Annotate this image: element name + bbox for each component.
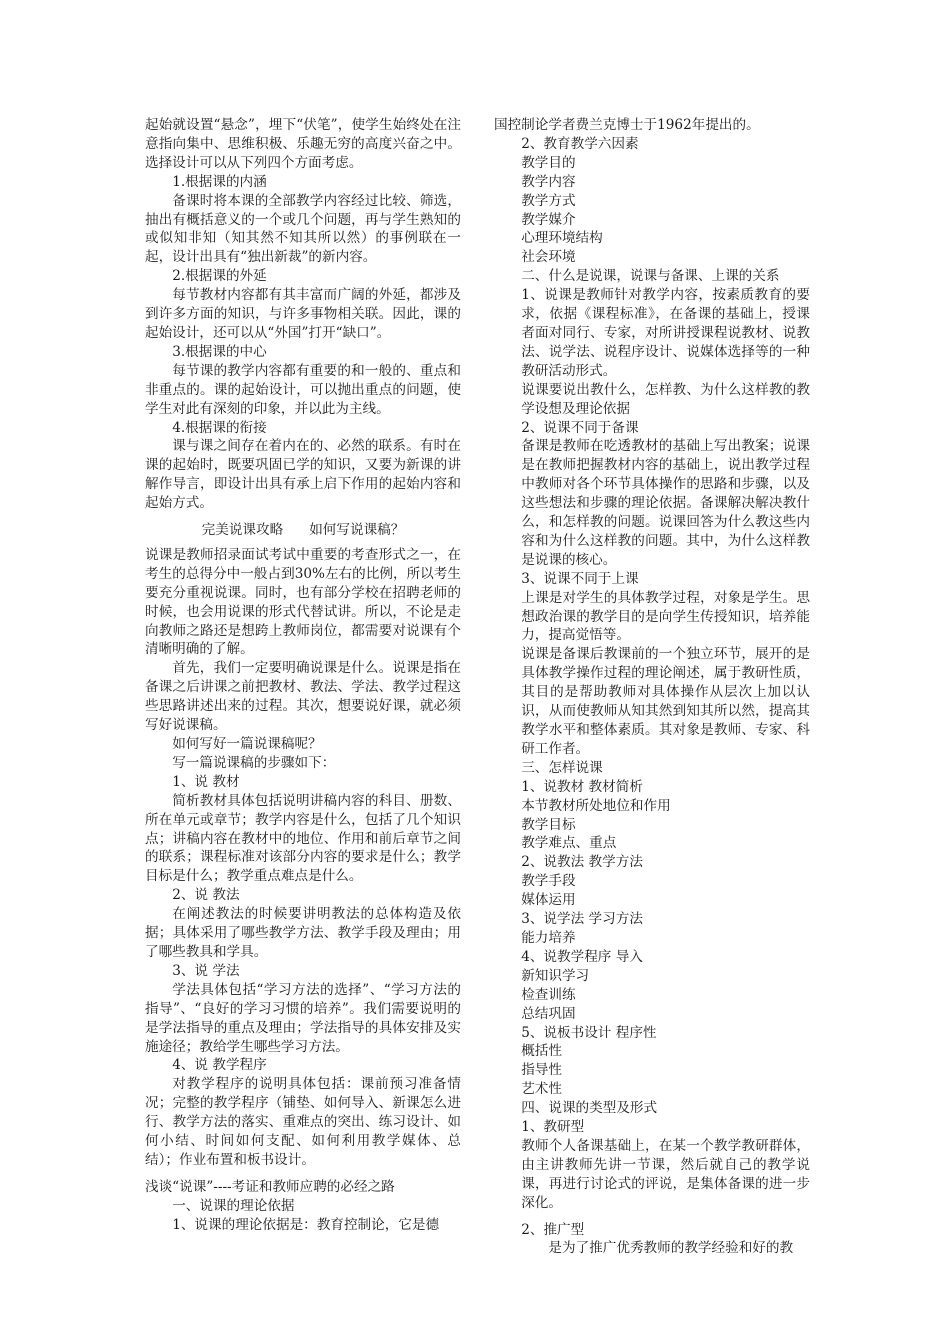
paragraph: 上课是对学生的具体教学过程，对象是学生。思想政治课的教学目的是向学生传授知识，培养能力，提高觉悟等。	[521, 589, 810, 644]
paragraph: 5、说板书设计 程序性	[521, 1024, 657, 1041]
paragraph: 指导性	[521, 1062, 562, 1079]
right-column	[494, 116, 810, 1258]
paragraph: 艺术性	[521, 1081, 562, 1098]
heading-part-1: 完美说课攻略	[201, 522, 284, 539]
paragraph: 教学目的	[521, 154, 576, 171]
paragraph: 1、说教材 教材简析	[521, 778, 643, 795]
paragraph: 二、什么是说课，说课与备课、上课的关系	[521, 268, 780, 285]
paragraph: 四、说课的类型及形式	[521, 1100, 658, 1117]
paragraph: 概括性	[521, 1043, 562, 1060]
paragraph: 社会环境	[521, 249, 576, 266]
paragraph: 1、说课是教师针对教学内容，按素质教育的要求，依据《课程标准》，在备课的基础上，授课者面对同行、专家，对所讲授课程说教材、说教法、说学法、说程序设计、说媒体选择等的一种教研活动形式。	[521, 287, 810, 379]
paragraph: 3、说课不同于上课	[521, 570, 639, 587]
paragraph: 写一篇说课稿的步骤如下：	[172, 754, 336, 771]
paragraph: 教学难点、重点	[521, 835, 617, 852]
paragraph: 媒体运用	[521, 892, 576, 909]
section-heading	[145, 521, 461, 540]
paragraph: 3、说 学法	[172, 962, 240, 979]
paragraph: 说课是备课后教课前的一个独立环节，展开的是具体教学操作过程的理论阐述，属于教研性质，其目的是帮助教师对具体操作从层次上加以认识，从而使教师从知其然到知其所以然，提高其教学水平和整体素质。其对象是教师、专家、科研工作者。	[521, 646, 810, 757]
paragraph: 检查训练	[521, 986, 576, 1003]
paragraph: 1、说课的理论依据是：教育控制论，它是德	[172, 1216, 440, 1233]
paragraph: 本节教材所处地位和作用	[521, 797, 671, 814]
paragraph: 教学媒介	[521, 211, 576, 228]
paragraph: 学法具体包括“学习方法的选择”、“学习方法的指导”、“良好的学习习惯的培养”。我们需要说明的是学法指导的重点及理由；学法指导的具体安排及实施途径；教给学生哪些学习方法。	[145, 981, 461, 1055]
paragraph: 心理环境结构	[521, 230, 603, 247]
paragraph: 能力培养	[521, 929, 576, 946]
paragraph: 4.根据课的衔接	[172, 419, 267, 436]
paragraph: 简析教材具体包括说明讲稿内容的科目、册数、所在单元或章节；教学内容是什么，包括了几个知识点；讲稿内容在教材中的地位、作用和前后章节之间的联系；课程标准对该部分内容的要求是什么；教学目标是什么；教学重点难点是什么。	[145, 792, 461, 885]
paragraph: 每节课的教学内容都有重要的和一般的、重点和非重点的。课的起始设计，可以抛出重点的问题，使学生对此有深刻的印象，并以此为主线。	[145, 362, 461, 417]
paragraph: 每节教材内容都有其丰富而广阔的外延，都涉及到许多方面的知识，与许多事物相关联。因此，课的起始设计，还可以从“外国”打开“缺口”。	[145, 287, 461, 341]
paragraph: 新知识学习	[521, 967, 590, 984]
paragraph: 2、说 教法	[172, 887, 240, 904]
paragraph: 1.根据课的内涵	[172, 173, 267, 190]
paragraph: 总结巩固	[521, 1005, 576, 1022]
paragraph: 在阐述教法的时候要讲明教法的总体构造及依据；具体采用了哪些教学方法、教学手段及理由；用了哪些教具和学具。	[145, 906, 461, 960]
paragraph: 3、说学法 学习方法	[521, 911, 643, 928]
paragraph: 教学方式	[521, 192, 576, 209]
paragraph: 备课是教师在吃透教材的基础上写出教案；说课是在教师把握教材内容的基础上，说出教学过程中教师对各个环节具体操作的思路和步骤，以及这些想法和步骤的理论依据。备课解决解决教什么，和怎样教的问题。说课回答为什么教这些内容和为什么这样教的问题。其中，为什么这样教是说课的核心。	[521, 438, 810, 568]
paragraph: 说课是教师招录面试考试中重要的考查形式之一，在考生的总得分中一般占到30%左右的比例，所以考生要充分重视说课。同时，也有部分学校在招聘老师的时候，也会用说课的形式代替试讲。所以，不论是走向教师之路还是想跨上教师岗位，都需要对说课有个清晰明确的了解。	[145, 546, 461, 658]
heading-part-2: 如何写说课稿？	[309, 522, 405, 539]
paragraph: 是为了推广优秀教师的教学经验和好的教	[548, 1240, 794, 1257]
paragraph: 1、说 教材	[172, 773, 240, 790]
paragraph: 国控制论学者费兰克博士于1962年提出的。	[494, 117, 760, 133]
paragraph: 浅谈“说课”----考证和教师应聘的必经之路	[145, 1178, 395, 1195]
left-column	[145, 116, 461, 1235]
paragraph: 2、推广型	[521, 1221, 585, 1238]
paragraph: 如何写好一篇说课稿呢？	[172, 736, 322, 752]
paragraph: 2、说课不同于备课	[521, 419, 639, 436]
paragraph: 教学手段	[521, 873, 576, 890]
paragraph: 教学目标	[521, 816, 576, 833]
paragraph: 2.根据课的外延	[172, 268, 267, 285]
paragraph: 课与课之间存在着内在的、必然的联系。有时在课的起始时，既要巩固已学的知识，又要为新课的讲解作导言，即设计出具有承上启下作用的起始内容和起始方式。	[145, 438, 461, 512]
paragraph: 4、说 教学程序	[172, 1057, 267, 1074]
paragraph: 起始就设置“悬念”，埋下“伏笔”，使学生始终处在注意指向集中、思维积极、乐趣无穷的高度兴奋之中。选择设计可以从下列四个方面考虑。	[145, 117, 461, 171]
paragraph: 2、教育教学六因素	[521, 135, 639, 152]
paragraph: 1、教研型	[521, 1119, 585, 1136]
paragraph: 教师个人备课基础上，在某一个教学教研群体，由主讲教师先讲一节课，然后就自己的教学说课，再进行讨论式的评说，是集体备课的进一步深化。	[521, 1137, 810, 1211]
paragraph: 备课时将本课的全部教学内容经过比较、筛选，抽出有概括意义的一个或几个问题，再与学生熟知的或似知非知（知其然不知其所以然）的事例联在一起，设计出具有“独出新裁”的新内容。	[145, 192, 461, 266]
paragraph: 2、说教法 教学方法	[521, 854, 643, 871]
paragraph: 首先，我们一定要明确说课是什么。说课是指在备课之后讲课之前把教材、教法、学法、教学过程这些思路讲述出来的过程。其次，想要说好课，就必须写好说课稿。	[145, 660, 461, 734]
paragraph: 3.根据课的中心	[172, 343, 267, 360]
paragraph: 教学内容	[521, 173, 576, 190]
paragraph: 4、说教学程序 导入	[521, 948, 643, 965]
paragraph: 一、说课的理论依据	[172, 1197, 295, 1214]
paragraph: 说课要说出教什么，怎样教、为什么这样教的教学设想及理论依据	[521, 381, 810, 417]
paragraph: 三、怎样说课	[521, 759, 603, 776]
paragraph: 对教学程序的说明具体包括：课前预习准备情况；完整的教学程序（铺垫、如何导入、新课怎么进行、教学方法的落实、重难点的突出、练习设计、如何小结、时间如何支配、如何利用教学媒体、总结）；作业布置和板书设计。	[145, 1076, 461, 1168]
